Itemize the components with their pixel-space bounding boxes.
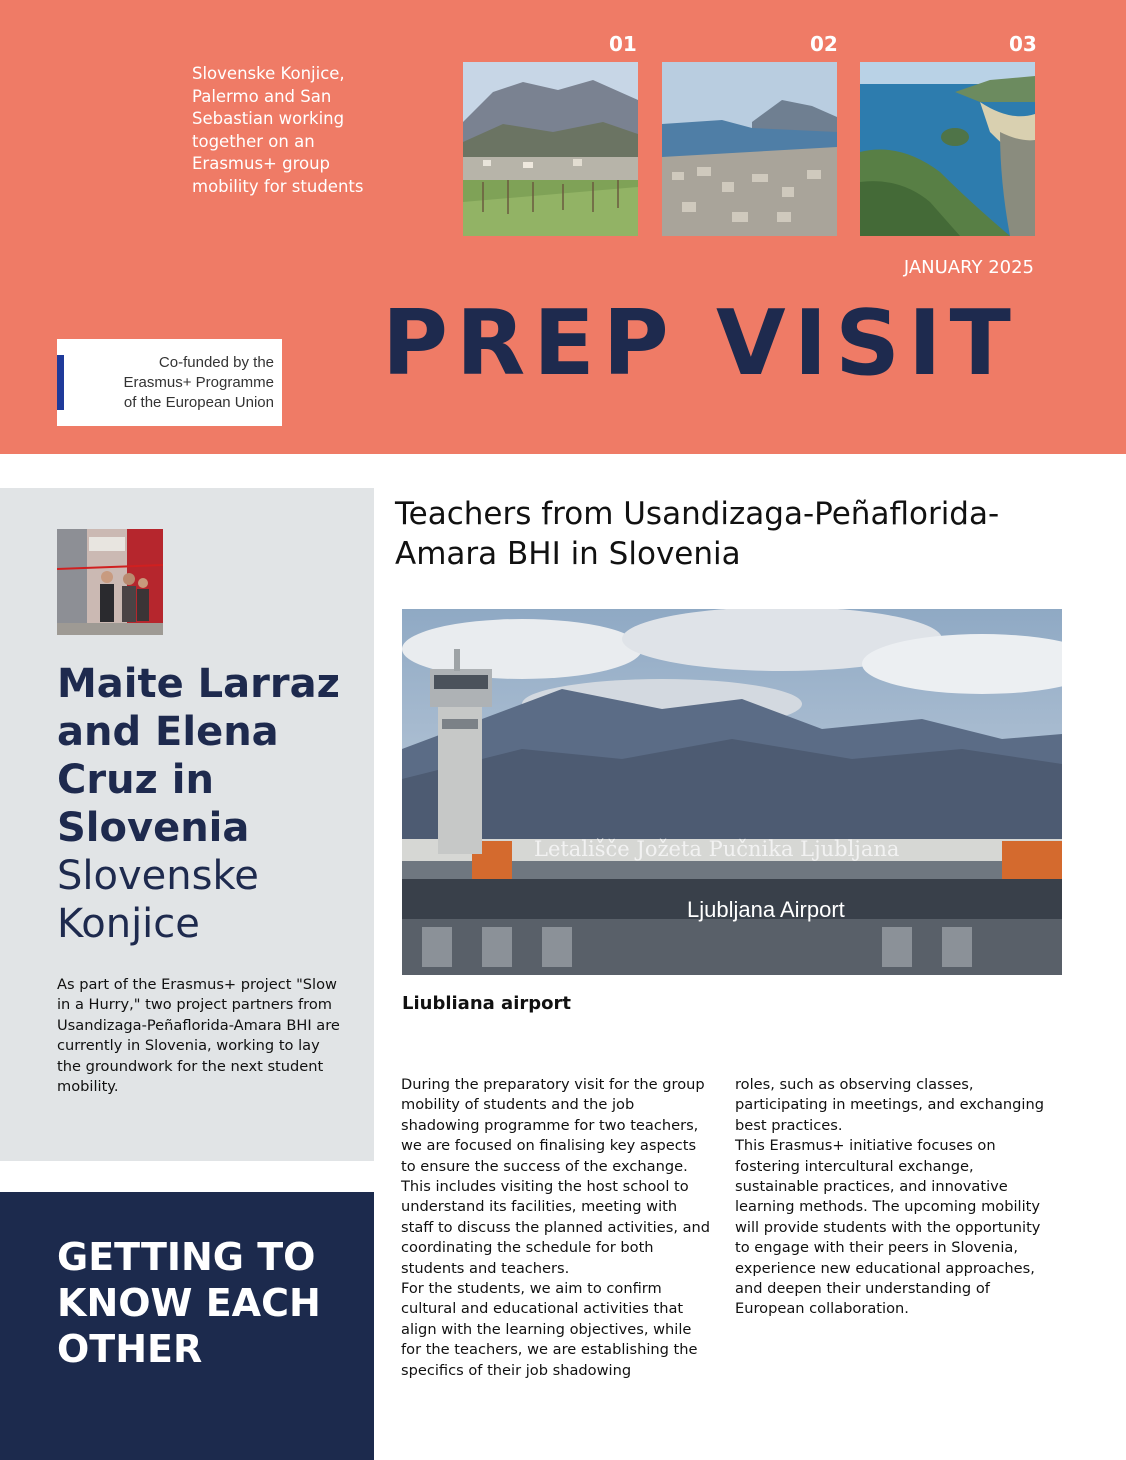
sidebar-body: As part of the Erasmus+ project "Slow in a Hurry," two project partners from Usandizaga-Peñaflorida-Amara BHI are currently in Slovenia, working to lay the groundwork for the next student mobility. bbox=[57, 976, 340, 1096]
photo-number-2: 02 bbox=[810, 32, 838, 56]
airport-sign-bottom: Ljubljana Airport bbox=[687, 897, 845, 922]
photo-number-3: 03 bbox=[1009, 32, 1037, 56]
sidebar-title: Maite Larraz and Elena Cruz in Slovenia bbox=[57, 661, 340, 851]
airport-photo bbox=[402, 609, 1062, 975]
article-title: Teachers from Usandizaga-Peñaflorida-Amara BHI in Slovenia bbox=[395, 496, 1000, 572]
airport-sign-top: Letališče Jožeta Pučnika Ljubljana bbox=[534, 837, 900, 861]
header-banner bbox=[0, 0, 1126, 454]
eu-flag-icon bbox=[57, 355, 64, 410]
section-title: GETTING TO KNOW EACH OTHER bbox=[57, 1235, 321, 1371]
section-banner bbox=[0, 1192, 374, 1460]
sidebar-subtitle: Slovenske Konjice bbox=[57, 853, 259, 947]
photo-san-sebastian bbox=[860, 62, 1035, 236]
sidebar-panel bbox=[0, 488, 374, 1161]
article-column-1: During the preparatory visit for the group mobility of students and the job shadowing programme for two teachers, we are focused on finalising key aspects to ensure the success of the exchange. This includes visiting the host school to understand its facilities, meeting with staff to discuss the planned activities, and coordinating the schedule for both students and teachers. For the students, we aim to confirm cultural and educational activities that align with the learning objectives, while for the teachers, we are establishing the specifics of their job shadowing bbox=[401, 1076, 711, 1379]
erasmus-cofunded-logo bbox=[57, 339, 282, 426]
image-caption: Liubliana airport bbox=[402, 993, 571, 1014]
photo-number-1: 01 bbox=[609, 32, 637, 56]
teachers-photo bbox=[57, 529, 163, 635]
intro-text: Slovenske Konjice, Palermo and San Sebastian working together on an Erasmus+ group mobility for students bbox=[192, 64, 364, 196]
article-column-2: roles, such as observing classes, participating in meetings, and exchanging best practices. This Erasmus+ initiative focuses on fostering intercultural exchange, sustainable practices, and innovative learning methods. The upcoming mobility will provide students with the opportunity to engage with their peers in Slovenia, experience new educational approaches, and deepen their understanding of European collaboration. bbox=[735, 1076, 1044, 1318]
photo-slovenske-konjice bbox=[463, 62, 638, 236]
page-title: PREP VISIT bbox=[382, 291, 1019, 396]
issue-date: JANUARY 2025 bbox=[903, 257, 1034, 278]
logo-text: Co-funded by the Erasmus+ Programme of the European Union bbox=[123, 354, 274, 411]
photo-palermo bbox=[662, 62, 837, 236]
